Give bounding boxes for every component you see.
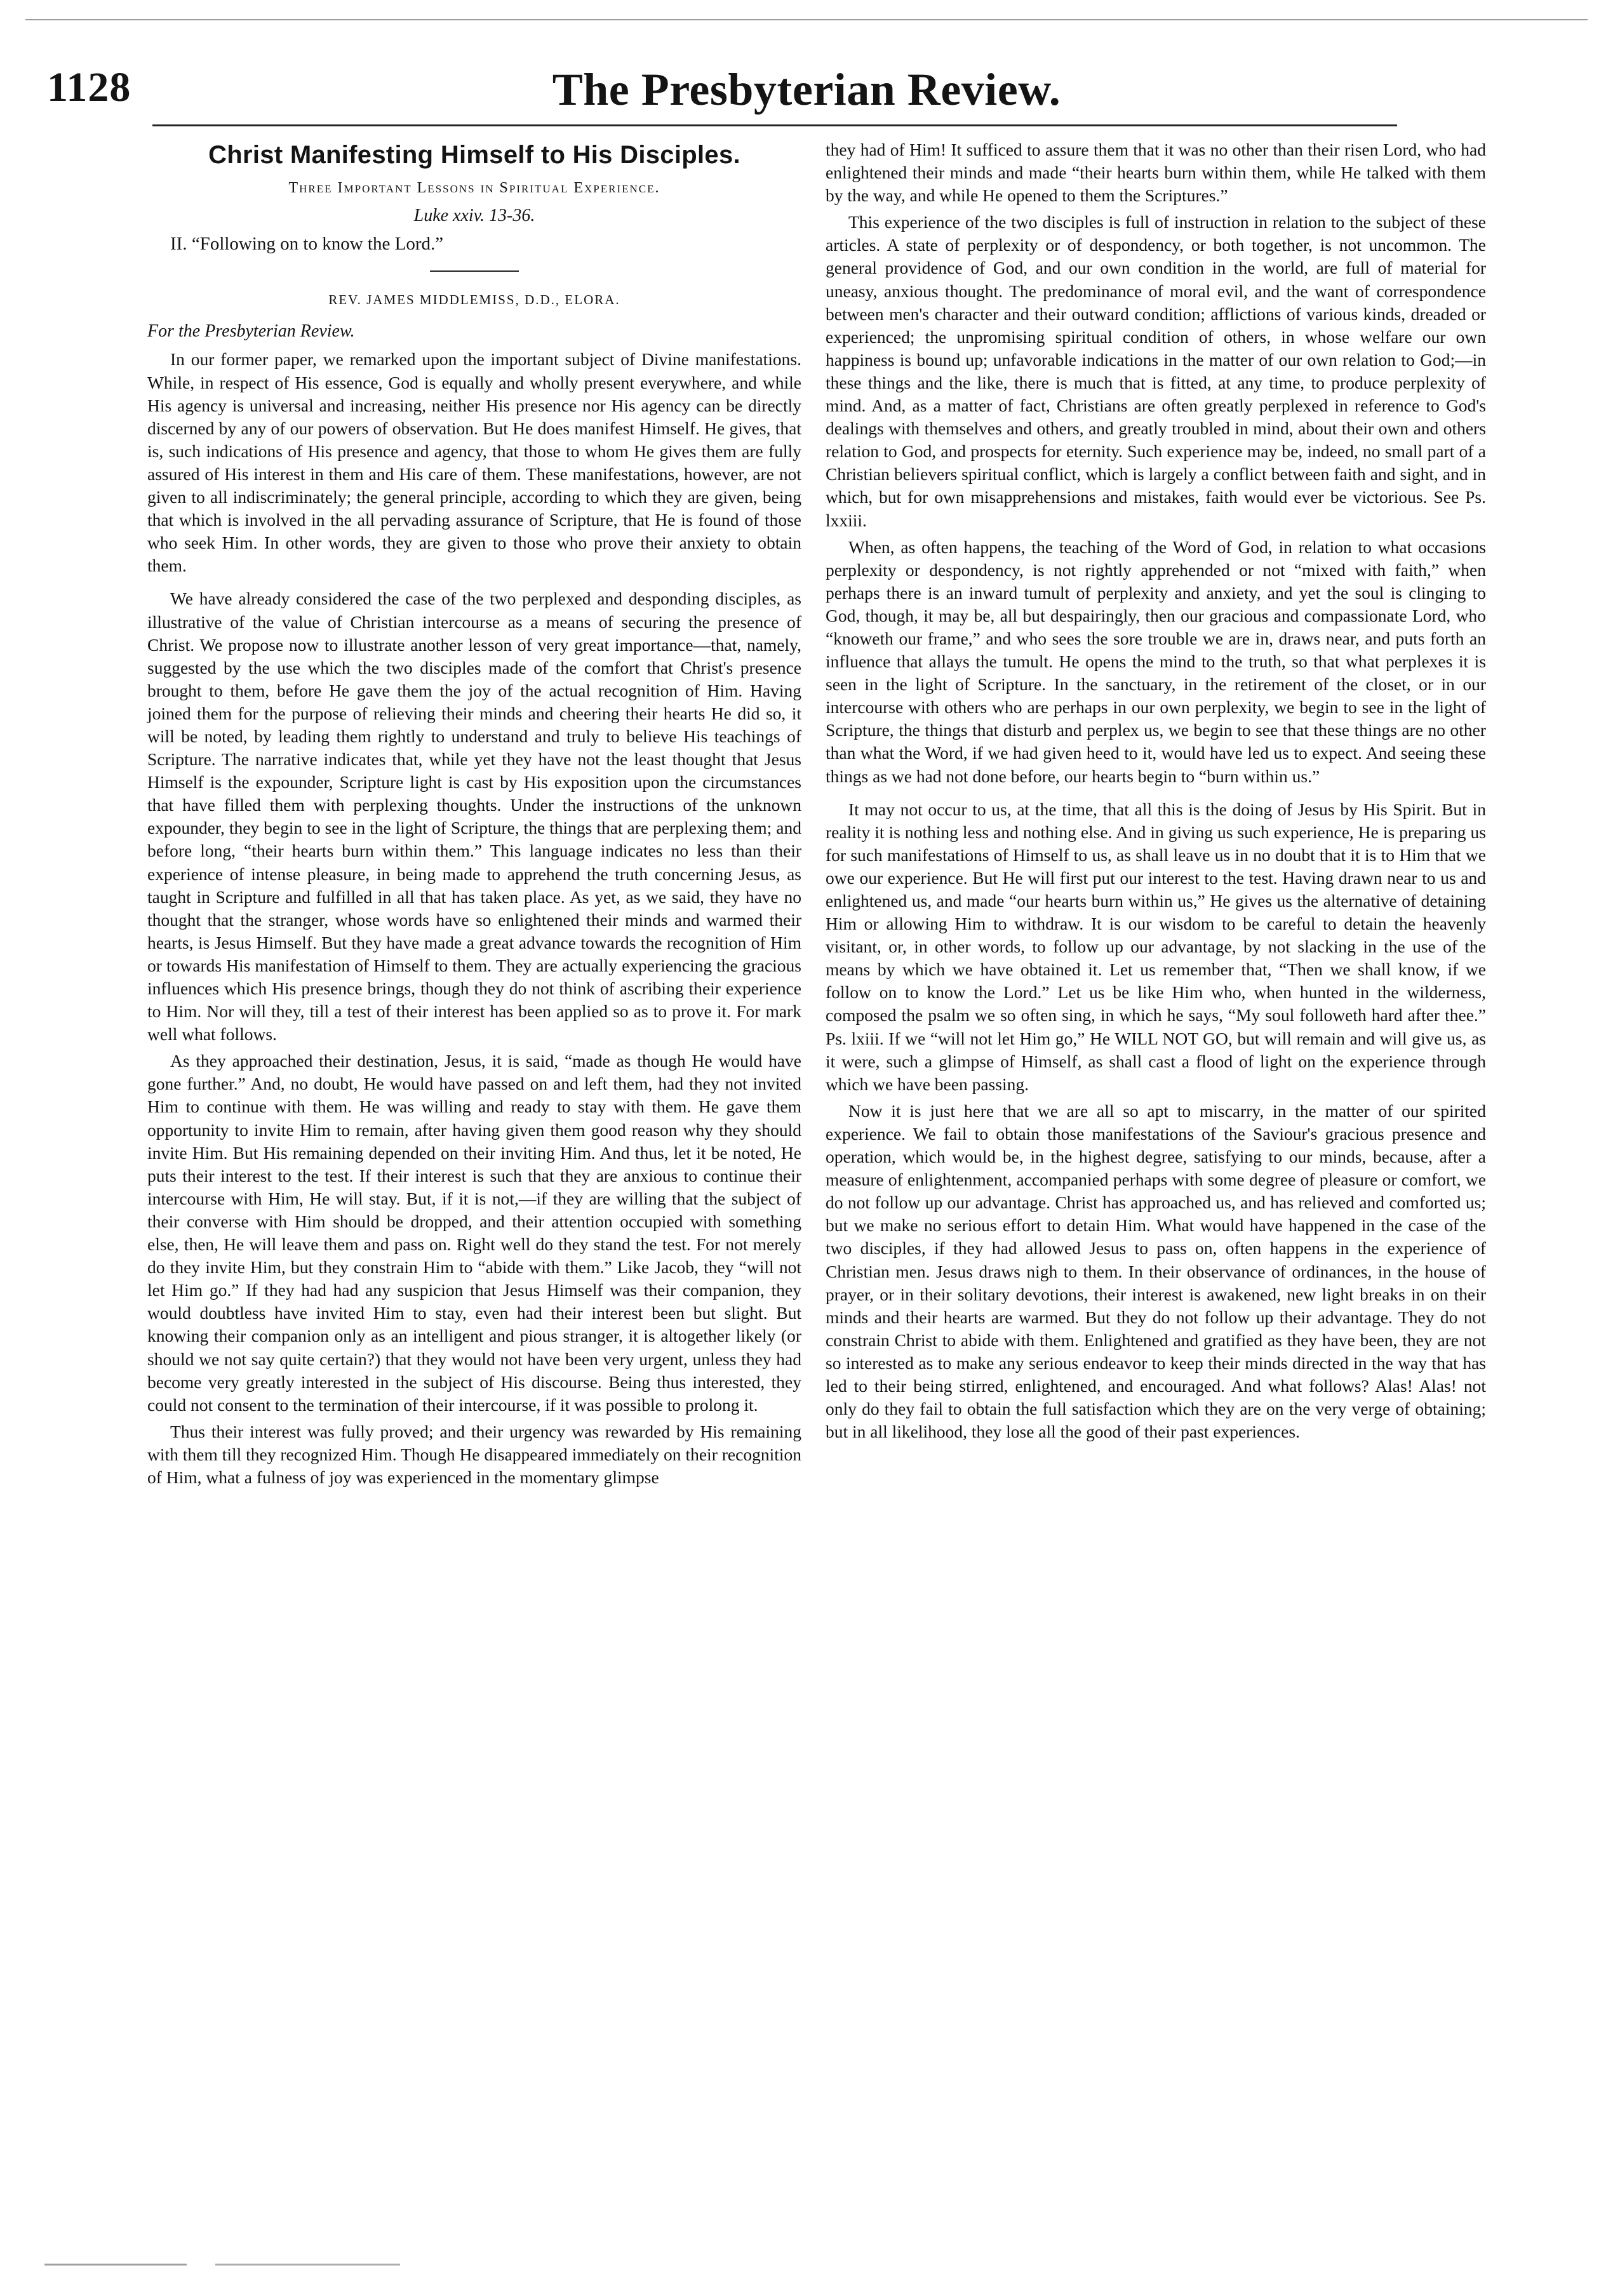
section-divider bbox=[430, 270, 519, 272]
bottom-scan-mark bbox=[44, 2264, 400, 2266]
journal-title: The Presbyterian Review. bbox=[552, 64, 1061, 115]
body-paragraph: When, as often happens, the teaching of the Word of God, in relation to what occasions perplexity or despondency, is not rightly apprehended or not “mixed with faith,” when perhaps there is an inward tumult of perplexity and anxiety, and yet the soul is clinging to God, though, it may be, all but despairingly, then our gracious and compassionate Lord, who “knoweth our frame,” and who sees the sore trouble we are in, draws near, and puts forth an influence that allays the tumult. He opens the mind to the truth, so that what perplexes it is seen in the light of Scripture. In the sanctuary, in the retirement of the closet, or in our intercourse with others who are perhaps in our own perplexity, we begin to see in the light of Scripture, the things that disturb and perplex us, we begin to see that these things are no other than what the Word, if we had given heed to it, would have led us to expect. And seeing these things as we had not done before, our hearts begin to “burn within us.” bbox=[826, 537, 1486, 786]
paragraph-gap bbox=[147, 581, 801, 587]
body-paragraph: In our former paper, we remarked upon the important subject of Divine manifestations. While, in respect of His essence, God is equally and wholly present everywhere, and while His agency is universal and increasing, neither His presence nor His agency can be directly discerned by any of our powers of observation. But He does manifest Himself. He gives, that is, such indications of His presence and agency, that those to whom He gives them are fully assured of His interest in them and His care of them. These manifestations, however, are not given to all indiscriminately; the general principle, according to which they are given, being that which is involved in the all pervading assurance of Scripture, that He is found of those who seek Him. In other words, they are given to those who prove their anxiety to obtain them. bbox=[147, 349, 801, 576]
left-column bbox=[147, 138, 801, 1493]
body-paragraph: they had of Him! It sufficed to assure them that it was no other than their risen Lord, who had enlightened their minds and made “their hearts burn within them, while He talked with them by the way, and while He opened to them the Scriptures.” bbox=[826, 140, 1486, 206]
header-rule bbox=[152, 124, 1397, 126]
page-number: 1128 bbox=[47, 64, 131, 110]
part-heading: II. “Following on to know the Lord.” bbox=[170, 234, 444, 255]
top-border-line bbox=[25, 19, 1588, 20]
scripture-reference: Luke xxiv. 13-36. bbox=[413, 206, 535, 226]
body-paragraph: It may not occur to us, at the time, that all this is the doing of Jesus by His Spirit. But in reality it is nothing less and nothing else. And in giving us such experience, He is preparing us for such manifestations of Himself to us, as shall leave us in no doubt that it is to Him that we owe our experience. But He will first put our interest to the test. Having drawn near to us and enlightened us, and made “our hearts burn within us,” He gives us the alternative of detaining Him or allowing Him to withdraw. It is our wisdom to be careful to detain the heavenly visitant, or, in other words, to follow up our advantage, by not slacking in the use of the means by which we have obtained it. Let us remember that, “Then we shall know, if we follow on to know the Lord.” Let us be like Him who, when hunted in the wilderness, composed the psalm we so often sing, in which he says, “My soul followeth hard after thee.” Ps. lxiii. If we “will not let Him go,” He WILL NOT GO, but will remain and will give us, as it were, such a glimpse of Himself, as shall cast a flood of light on the experience through which we have been passing. bbox=[826, 799, 1486, 1094]
body-paragraph: Thus their interest was fully proved; and their urgency was rewarded by His remaining with them till they recognized Him. Though He disappeared immediately on their recognition of Him, what a fulness of joy was experienced in the momentary glimpse bbox=[147, 1421, 801, 1487]
article-subtitle: Three Important Lessons in Spiritual Experience. bbox=[288, 180, 660, 196]
body-paragraph: Now it is just here that we are all so apt to miscarry, in the matter of our spirited experience. We fail to obtain those manifestations of the Saviour's gracious presence and operation, which would be, in the highest degree, satisfying to our minds, because, after a measure of enlightenment, accompanied perhaps with some degree of pleasure or comfort, we do not follow up our advantage. Christ has approached us, and has relieved and comforted us; but we make no serious effort to detain Him. What would have happened in the case of the two disciples, if they had allowed Jesus to pass on, often happens in the experience of Christian men. Jesus draws nigh to them. In their observance of ordinances, in the house of prayer, or in their solitary devotions, their interest is awakened, new light breaks in on their minds and their hearts are warmed. But they do not follow up their advantage. They do not constrain Christ to abide with them. Enlightened and gratified as they have been, they are not so interested as to make any serious endeavor to keep their minds directed in the way that has led to their being stirred, enlightened, and encouraged. And what follows? Alas! Alas! not only do they fail to obtain the full satisfaction which they are on the very verge of obtaining; but in all likelihood, they lose all the good of their past experiences. bbox=[826, 1100, 1486, 1442]
right-column bbox=[826, 138, 1486, 1447]
paragraph-gap bbox=[826, 792, 1486, 798]
publication-note: For the Presbyterian Review. bbox=[147, 321, 355, 342]
article-title: Christ Manifesting Himself to His Disciples. bbox=[208, 141, 740, 169]
body-paragraph: As they approached their destination, Jesus, it is said, “made as though He would have gone further.” And, no doubt, He would have passed on and left them, had they not invited Him to continue with them. He was willing and ready to stay with them. He gave them opportunity to invite Him to remain, after having given them good reason why they should invite Him. But His remaining depended on their inviting Him. And thus, let it be noted, He puts their interest to the test. If their interest is such that they are anxious to continue their intercourse with Him, He will stay. But, if it is not,—if they are willing that the subject of their converse with Him should be dropped, and their attention occupied with something else, then, He will leave them and pass on. Right well do they stand the test. For not merely do they invite Him, but they constrain Him to “abide with them.” Like Jacob, they “will not let Him go.” If they had had any suspicion that Jesus Himself was their companion, they would doubtless have invited Him to stay, even had their interest been but slight. But knowing their companion only as an intelligent and pious stranger, it is altogether likely (or should we not say quite certain?) that they would not have been very urgent, unless they had become very greatly interested in the subject of His discourse. Being thus interested, they could not consent to the termination of their intercourse, if it was possible to prolong it. bbox=[147, 1051, 801, 1415]
body-paragraph: We have already considered the case of the two perplexed and desponding disciples, as illustrative of the value of Christian intercourse as a means of securing the presence of Christ. We propose now to illustrate another lesson of very great importance—that, namely, suggested by the use which the two disciples made of the comfort that Christ's presence brought to them, before He gave them the joy of the actual recognition of Him. Having joined them for the purpose of relieving their minds and cheering their hearts He did so, it will be noted, by leading them rightly to understand and truly to believe His teachings of Scripture. The narrative indicates that, while yet they have not the least thought that Jesus Himself is the expounder, Scripture light is cast by His exposition upon the circumstances that have filled them with perplexing thoughts. Under the instructions of the unknown expounder, they begin to see in the light of Scripture, the things that are perplexing them; and before long, “their hearts burn within them.” This language indicates no less than their experience of intense pleasure, in being made to apprehend the truth concerning Jesus, as taught in Scripture and fulfilled in all that has taken place. As yet, as we said, they have no thought that the stranger, whose words have so enlightened their minds and warmed their hearts, is Jesus Himself. But they have made a great advance towards the recognition of Him or towards His manifestation of Himself to them. They are actually experiencing the gracious influences which His presence brings, though they do not think of ascribing their experience to Him. Nor will they, till a test of their interest has been applied so as to prove it. For mark well what follows. bbox=[147, 589, 801, 1045]
article-author: REV. JAMES MIDDLEMISS, D.D., ELORA. bbox=[328, 292, 620, 308]
body-paragraph: This experience of the two disciples is full of instruction in relation to the subject of these articles. A state of perplexity or of despondency, or both together, is not uncommon. The general providence of God, and our own condition in the world, are full of material for uneasy, anxious thought. The predominance of moral evil, and the want of correspondence between men's character and their outward condition; afflictions of various kinds, dreaded or experienced; the unpromising spiritual condition of others, in whose welfare our own happiness is bound up; unfavorable indications in the matter of our own relation to God;—in these things and the like, there is much that is fitted, at any time, to produce perplexity of mind. And, as a matter of fact, Christians are often greatly perplexed in reference to God's dealings with themselves and others, and greatly troubled in mind, about their own and others relation to God, and prospects for eternity. Such experience may be, indeed, no small part of a Christian believers spiritual conflict, which is largely a conflict between faith and sight, and in which, but for own misapprehensions and mistakes, faith would ever be victorious. See Ps. lxxiii. bbox=[826, 212, 1486, 530]
